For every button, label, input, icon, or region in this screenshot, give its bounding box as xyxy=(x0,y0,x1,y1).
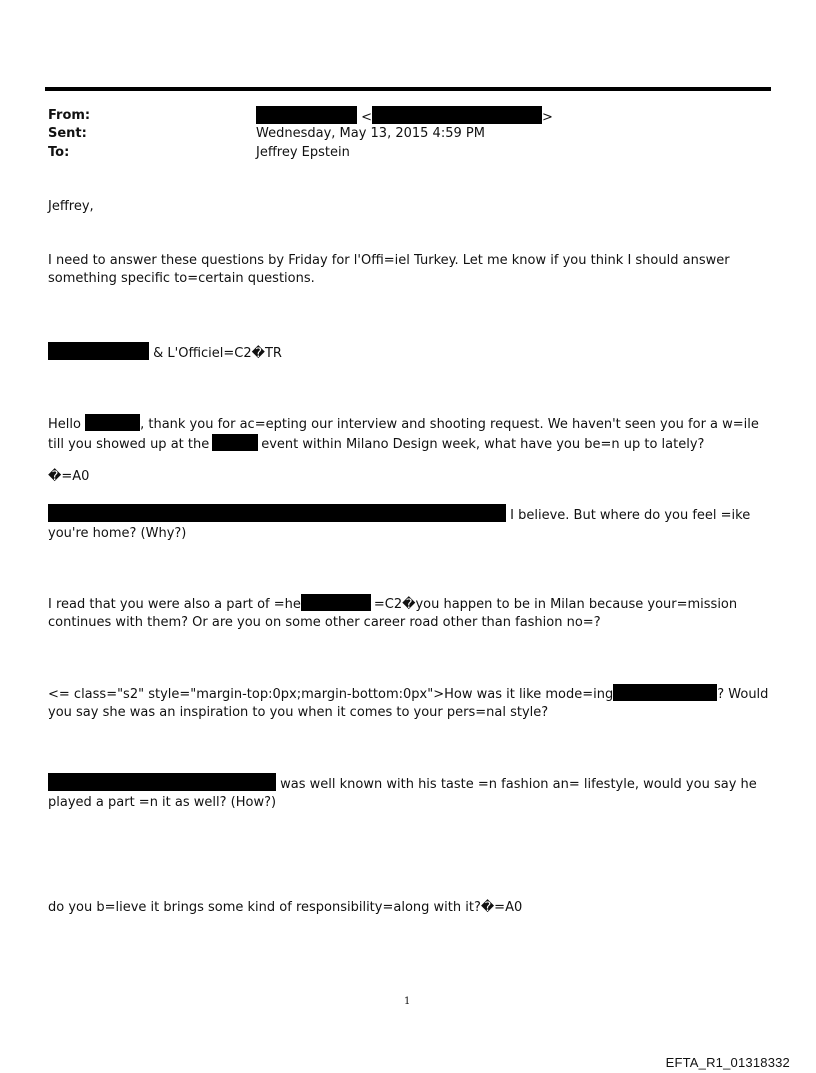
redaction-box xyxy=(48,504,506,522)
paragraph-question-5 xyxy=(48,773,778,812)
question-3-part-b: =C2�you happen to be in Milan because your=mission continues with them? Or are you on some other career road other than fashion no=? xyxy=(48,597,738,630)
paragraph-intro: I need to answer these questions by Friday for l'Offi=iel Turkey. Let me know if you think I should answer something specific to=certain questions. xyxy=(48,253,730,286)
paragraph-nbsp: �=A0 xyxy=(48,469,90,484)
sent-value: Wednesday, May 13, 2015 4:59 PM xyxy=(256,126,485,141)
question-4-part-b: ? Would you say she was an inspiration to you when it comes to your pers=nal style? xyxy=(48,687,769,720)
from-close-bracket: > xyxy=(542,110,553,125)
paragraph-question-2 xyxy=(48,504,778,543)
paragraph-question-3 xyxy=(48,594,778,632)
question-1-part-c: event within Milano Design week, what have you be=n up to lately? xyxy=(261,437,705,452)
question-5-text: was well known with his taste =n fashion an= lifestyle, would you say he played a part =n it as well? (How?) xyxy=(48,777,757,810)
redaction-box xyxy=(85,414,140,431)
document-id: EFTA_R1_01318332 xyxy=(665,1055,790,1070)
from-label: From: xyxy=(48,108,91,123)
paragraph-question-6: do you b=lieve it brings some kind of responsibility=along with it?�=A0 xyxy=(48,900,523,915)
paragraph-title xyxy=(48,342,778,363)
paragraph-question-4 xyxy=(48,684,778,722)
header-rule xyxy=(45,87,771,91)
to-label: To: xyxy=(48,145,70,160)
redaction-box xyxy=(613,684,717,701)
to-value: Jeffrey Epstein xyxy=(256,145,350,160)
question-3-part-a: I read that you were also a part of =he xyxy=(48,597,301,612)
page-number: 1 xyxy=(404,996,411,1007)
paragraph-question-1 xyxy=(48,414,778,454)
question-2-text: I believe. But where do you feel =ike you're home? (Why?) xyxy=(48,508,751,541)
sent-label: Sent: xyxy=(48,126,87,141)
question-4-part-a: <= class="s2" style="margin-top:0px;margin-bottom:0px">How was it like mode=ing xyxy=(48,687,614,702)
redaction-box xyxy=(256,106,357,124)
greeting: Jeffrey, xyxy=(48,199,94,214)
redaction-box xyxy=(372,106,542,124)
from-open-bracket: < xyxy=(361,110,373,125)
redaction-box xyxy=(212,434,258,451)
question-1-part-a: Hello xyxy=(48,417,81,432)
redaction-box xyxy=(48,773,276,791)
redaction-box xyxy=(48,342,149,360)
redaction-box xyxy=(301,594,371,611)
question-1-part-b: , thank you for ac=epting our interview and shooting request. We haven't seen you for a w=ile till you showed up at the xyxy=(48,417,759,452)
title-text: & L'Officiel=C2�TR xyxy=(153,346,282,361)
from-value xyxy=(256,106,553,125)
